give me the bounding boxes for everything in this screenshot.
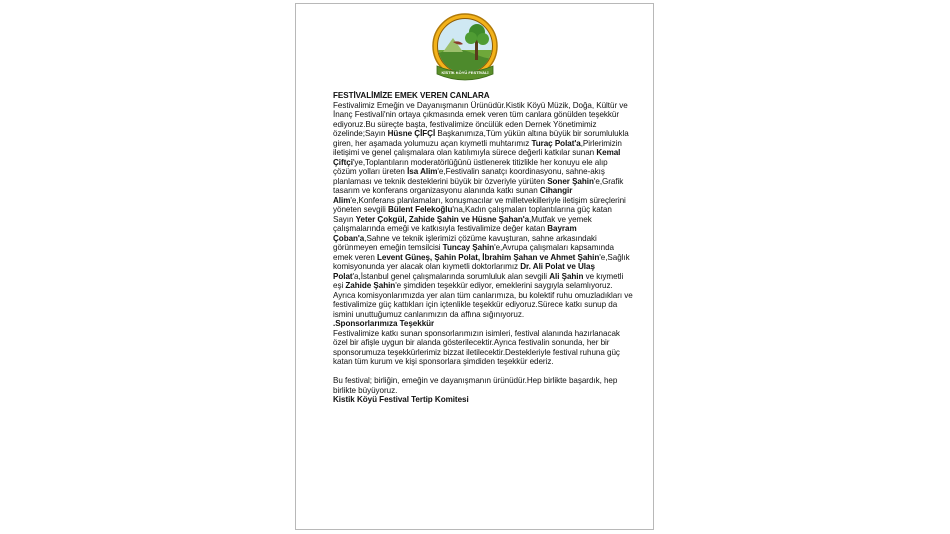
blank-line — [333, 367, 633, 377]
sponsor-paragraph: Festivalimize katkı sunan sponsorlarımızın isimleri, festival alanında hazırlanacak özel bir afişle uygun bir alanda gösterilecektir.Ayrıca festivalin sonunda, her bir sponsorumuza teşekkürlerimiz bizzat iletilecektir.Destekleriyle festival ruhuna güç katan tüm kurum ve kişi sponsorlara şimdiden teşekkür ederiz. — [333, 328, 620, 366]
text-segment: 'e,Konferans planlamaları, konuşmacılar ve milletvekilleriyle iletişim süreçlerini yöneten sevgili — [333, 195, 626, 214]
text-segment: 'e,Avrupa çalışmaları kapsamında emek veren — [333, 243, 615, 262]
highlighted-name: Bülent Felekoğlu — [388, 205, 453, 214]
text-segment: ve kıymetli eşi — [333, 271, 624, 290]
document-page — [295, 3, 654, 530]
text-segment: Festivalimiz Emeğin ve Dayanışmanın Ürünüdür.Kistik Köyü Müzik, Doğa, Kültür ve İnanç Festivali'nin ortaya çıkmasında emek veren tüm canlara gönülden teşekkür ediyoruz.Bu süreçte başta, festivalimize öncülük eden Dernek Yönetimimiz özelinde;Sayın — [333, 100, 628, 138]
text-segment: 'a,İstanbul genel çalışmalarında sorumluluk alan sevgili — [352, 271, 550, 281]
text-segment: 'e,Grafik tasarım ve konferans organizasyonu alanında katkı sunan — [333, 176, 624, 195]
highlighted-name: Turaç Polat'a — [531, 138, 581, 148]
text-segment: 'e şimdiden teşekkür ediyor, emeklerini saygıyla selamlıyoruz. — [395, 281, 613, 290]
text-segment: ,Pirlerimizin iletişimi ve genel çalışmalara olan katılımıyla sürece değerli katkılar sunan — [333, 138, 622, 157]
highlighted-name: Bayram Çoban'a — [333, 224, 577, 243]
highlighted-name: Soner Şahin — [547, 176, 594, 186]
text-segment: 'na,Kadın çalışmaları toplantılarına güç katan Sayın — [333, 205, 612, 224]
text-segment: ,Sahne ve teknik işlerimizi çözüme kavuşturan, sahne arkasındaki görünmeyen emeğin temsilcisi — [333, 233, 597, 252]
closing-paragraph: Bu festival; birliğin, emeğin ve dayanışmanın ürünüdür.Hep birlikte başardık, hep birlikte büyüyoruz. — [333, 376, 618, 395]
village-festival-emblem-icon — [423, 12, 507, 88]
letter-heading: FESTİVALİMİZE EMEK VEREN CANLARA — [333, 91, 490, 100]
commissions-paragraph: Ayrıca komisyonlarımızda yer alan tüm canlarımıza, bu kolektif ruhu omuzladıkları ve festivalimize güç kattıkları için içtenlikle teşekkür ediyoruz.Sürece katkı sunup da ismini unuttuğumuz canlarımızın da affına sığınıyoruz. — [333, 290, 633, 319]
highlighted-name: İsa Alim — [407, 167, 438, 176]
letter-body — [333, 91, 633, 405]
text-segment: 'e,Sağlık komisyonunda yer alacak olan kıymetli doktorlarımız — [333, 252, 630, 271]
highlighted-name: Dr. Ali Polat ve Ulaş Polat — [333, 262, 595, 281]
highlighted-name: Ali Şahin — [549, 271, 584, 281]
highlighted-name: Levent Güneş, Şahin Polat, İbrahim Şahan ve Ahmet Şahin — [377, 252, 600, 262]
highlighted-name: Yeter Çokgül, Zahide Şahin ve Hüsne Şahan'a — [355, 214, 530, 224]
text-segment: Başkanımıza,Tüm yükün altına büyük bir sorumlulukla giren, her aşamada yolumuzu açan kıymetli muhtarımız — [333, 129, 629, 148]
sponsor-heading: .Sponsorlarımıza Teşekkür — [333, 319, 435, 328]
text-segment: ,Mutfak ve yemek çalışmalarında emeği ve katkısıyla festivalimize değer katan — [333, 214, 592, 233]
signature: Kistik Köyü Festival Tertip Komitesi — [333, 395, 469, 404]
text-segment: 'e,Festivalin sanatçı koordinasyonu, sahne-akış planlaması ve teknik desteklerini büyük bir özveriyle yürüten — [333, 167, 605, 186]
highlighted-name: Tuncay Şahin — [442, 243, 495, 252]
logo-ring-text: KİSTİK KÖYÜ FESTİVALİ — [441, 70, 489, 75]
highlighted-name: Kemal Çiftçi — [333, 148, 621, 167]
text-segment: 'ye,Toplantıların moderatörlüğünü üstlenerek titizlikle her konuyu ele alıp çözüm yolları üreten — [333, 157, 608, 176]
thanks-paragraph — [333, 101, 633, 291]
highlighted-name: Zahide Şahin — [345, 281, 396, 290]
highlighted-name: Cihangir Alim — [333, 186, 573, 205]
highlighted-name: Hüsne ÇİFÇİ — [387, 129, 436, 138]
